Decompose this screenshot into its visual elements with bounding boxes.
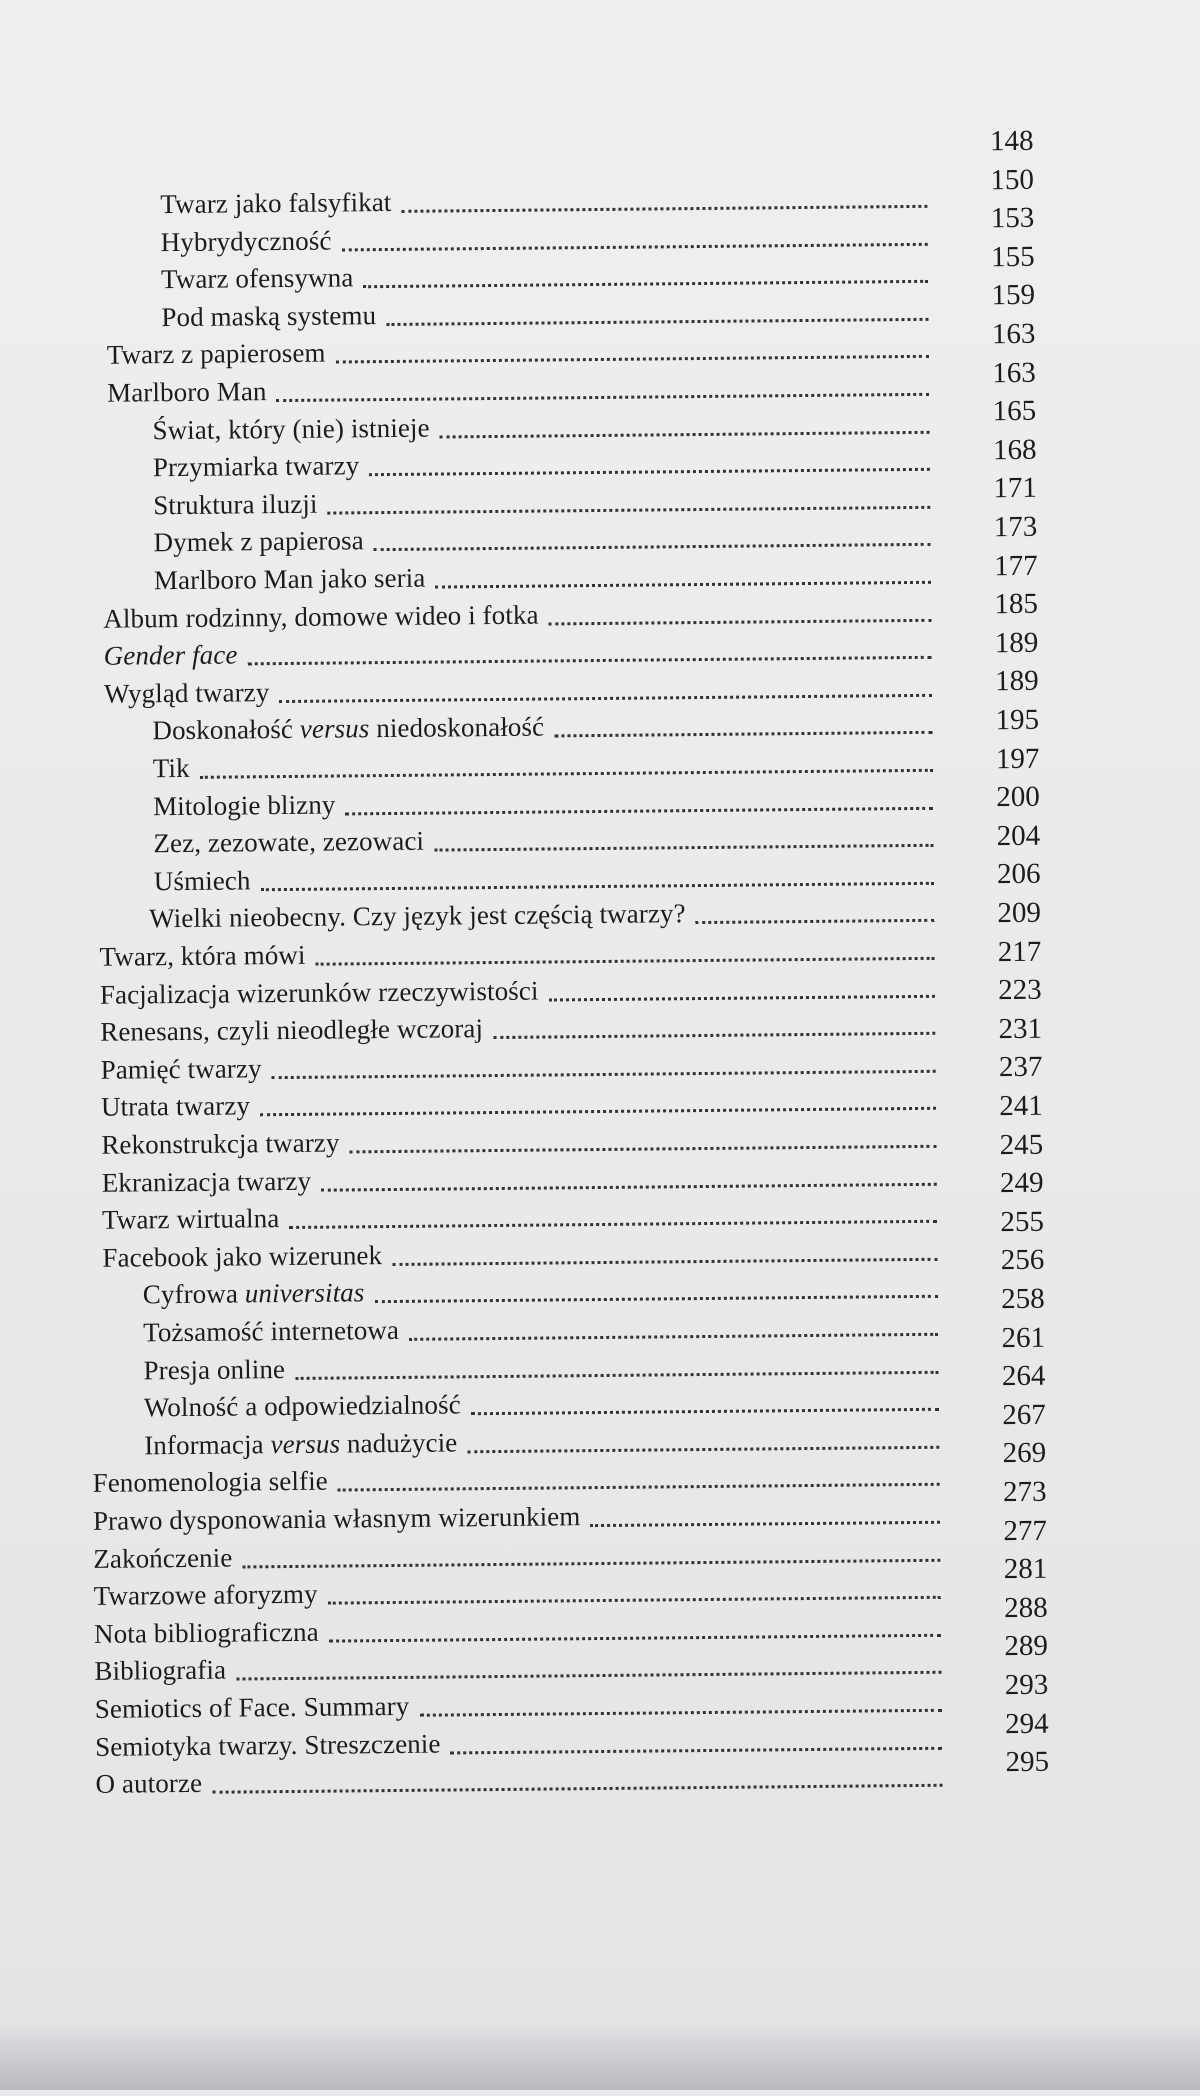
toc-title-text: Semiotyka twarzy. Streszczenie — [94, 1728, 441, 1762]
toc-title-part: Gender face — [103, 639, 238, 671]
toc-title-text: Prawo dysponowania własnym wizerunkiem — [92, 1501, 581, 1536]
toc-subsection-title — [160, 184, 391, 222]
leader-dots — [363, 280, 928, 288]
page-number: 209 — [997, 896, 1042, 930]
toc-section-title — [104, 674, 270, 712]
page-number: 185 — [994, 587, 1039, 621]
toc-title-text: Zez, zezowate, zezowaci — [153, 825, 425, 859]
leader-dots — [393, 1258, 938, 1266]
leader-dots — [695, 919, 934, 924]
toc-subsection-title — [161, 222, 332, 260]
leader-dots — [279, 694, 932, 703]
toc-title-text: Ekranizacja twarzy — [101, 1165, 312, 1198]
page-number: 197 — [995, 742, 1040, 775]
toc-subsection-title — [153, 523, 363, 561]
page-edge-shadow — [0, 2020, 1200, 2090]
leader-dots — [349, 1145, 936, 1154]
toc-section-title — [104, 637, 238, 674]
toc-subsection-title — [161, 297, 376, 335]
toc-title-text: Wolność a odpowiedzialność — [143, 1389, 461, 1423]
toc-subsection-title — [153, 447, 360, 485]
toc-title-text: Twarz z papierosem — [106, 337, 326, 371]
page-number: 255 — [1000, 1205, 1045, 1238]
page-number: 241 — [999, 1089, 1043, 1123]
toc-section-title — [94, 1576, 318, 1614]
toc-title-part: nadużycie — [339, 1427, 458, 1459]
leader-dots — [248, 656, 932, 666]
toc-section-title — [95, 1765, 202, 1802]
page-number: 277 — [1003, 1514, 1048, 1547]
toc-title-text: Struktura iluzji — [153, 488, 318, 521]
leader-dots — [450, 1746, 942, 1754]
leader-dots — [369, 468, 930, 476]
toc-title-part: Doskonałość — [152, 714, 300, 746]
page-number: 223 — [998, 973, 1042, 1007]
leader-dots — [386, 318, 928, 326]
leader-dots — [554, 731, 932, 738]
toc-title-text: Przymiarka twarzy — [152, 450, 360, 483]
leader-dots — [296, 1370, 939, 1379]
leader-dots — [345, 806, 933, 815]
leader-dots — [336, 355, 929, 364]
toc-title-text: Mitologie blizny — [152, 789, 336, 821]
toc-title-text: Wygląd twarzy — [103, 676, 270, 709]
page-number: 189 — [995, 665, 1039, 698]
leader-dots — [590, 1521, 940, 1527]
leader-dots — [401, 205, 927, 213]
leader-dots — [329, 1634, 941, 1643]
toc-title-text: Twarzowe aforyzmy — [93, 1578, 318, 1612]
page-number: 155 — [990, 240, 1035, 274]
page-number: 245 — [999, 1128, 1044, 1161]
toc-title-text: Świat, który (nie) istnieje — [152, 412, 430, 445]
toc-subsection-title — [143, 1275, 365, 1313]
toc-section-title — [93, 1539, 232, 1576]
leader-dots — [272, 1070, 936, 1079]
toc-title-part: universitas — [244, 1277, 365, 1309]
leader-dots — [440, 430, 930, 438]
toc-title-text: Tik — [152, 752, 190, 784]
leader-dots — [321, 1182, 937, 1191]
page-number: 237 — [998, 1051, 1043, 1084]
toc-title-text: Hybrydyczność — [160, 225, 332, 257]
page-number: 294 — [1005, 1707, 1049, 1740]
toc-section-title — [95, 1725, 441, 1764]
leader-dots — [289, 1220, 937, 1229]
leader-dots — [316, 957, 935, 966]
page-number: 258 — [1000, 1282, 1045, 1316]
page-number: 293 — [1004, 1668, 1049, 1702]
leader-dots — [260, 1107, 936, 1116]
toc-section-title — [100, 972, 539, 1012]
page-number: 163 — [992, 356, 1036, 389]
toc-title-text: Marlboro Man jako seria — [153, 562, 426, 596]
toc-subsection-title — [152, 709, 544, 749]
toc-section-title — [102, 1237, 382, 1276]
toc-section-title — [102, 1162, 312, 1200]
toc-title-text: Twarz jako falsyfikat — [160, 186, 392, 220]
toc-title-text: Marlboro Man — [107, 376, 267, 408]
page-number: 153 — [990, 201, 1035, 235]
toc-section-title — [94, 1614, 319, 1652]
toc-section-title — [92, 1463, 328, 1501]
toc-subsection-title — [154, 560, 426, 599]
leader-dots — [328, 1596, 941, 1605]
leader-dots — [276, 393, 929, 402]
toc-section-title — [102, 1200, 280, 1238]
page-number: 159 — [991, 279, 1036, 312]
toc-title-part: Cyfrowa — [142, 1278, 245, 1310]
page-number: 195 — [995, 703, 1040, 737]
leader-dots — [200, 769, 933, 779]
toc-subsection-title — [154, 862, 251, 899]
page-number: 177 — [993, 549, 1038, 582]
toc-subsection-title — [153, 750, 190, 786]
toc-subsection-title — [149, 896, 686, 937]
leader-dots — [420, 1709, 942, 1717]
page-number: 273 — [1002, 1475, 1047, 1509]
leader-dots — [213, 1784, 943, 1794]
toc-title-text: Twarz, która mówi — [99, 939, 306, 972]
toc-subsection-title — [152, 409, 429, 448]
toc-title-text: Rekonstrukcja twarzy — [101, 1127, 340, 1160]
toc-title-text: Zakończenie — [93, 1542, 233, 1574]
leader-dots — [493, 1032, 935, 1039]
toc-title-text: Facebook jako wizerunek — [102, 1239, 383, 1273]
toc-subsection-title — [153, 485, 318, 523]
toc-section-title — [101, 1125, 340, 1163]
toc-section-title — [93, 1498, 581, 1539]
toc-title-text: Semiotics of Face. Summary — [94, 1690, 410, 1724]
page-number: 256 — [1000, 1244, 1045, 1277]
leader-dots — [549, 994, 935, 1001]
leader-dots — [338, 1483, 940, 1492]
leader-dots — [435, 581, 931, 589]
toc-title-text: Pamięć twarzy — [100, 1053, 262, 1085]
toc-title-text: Tożsamość internetowa — [143, 1314, 400, 1348]
page-number: 261 — [1001, 1321, 1046, 1354]
page-number: 217 — [997, 935, 1042, 968]
toc-title-text: Twarz ofensywna — [160, 262, 354, 295]
leader-dots — [548, 618, 931, 625]
page-number: 288 — [1003, 1591, 1048, 1624]
toc-title-text: Nota bibliograficzna — [93, 1616, 319, 1649]
page-number: 295 — [1005, 1745, 1050, 1779]
leader-dots — [236, 1671, 941, 1681]
toc-section-title — [100, 1010, 483, 1050]
toc-title-text: Album rodzinny, domowe wideo i fotka — [103, 599, 539, 634]
toc-section-title — [95, 1688, 410, 1727]
leader-dots — [435, 844, 934, 852]
toc-title-part: versus — [270, 1428, 341, 1459]
toc-title-text: Wielki nieobecny. Czy język jest częścią twarzy? — [149, 898, 686, 934]
toc-subsection-title — [144, 1387, 461, 1426]
toc-subsection-title — [144, 1424, 457, 1463]
toc-title-text: Presja online — [143, 1353, 286, 1385]
leader-dots — [375, 1295, 938, 1303]
page-number: 281 — [1003, 1552, 1048, 1586]
toc-section-title — [107, 373, 267, 411]
page-number: 171 — [993, 472, 1038, 505]
page-number: 264 — [1001, 1359, 1046, 1393]
toc-title-text: Twarz wirtualna — [101, 1203, 280, 1235]
page-number: 249 — [999, 1166, 1044, 1200]
page-number: 168 — [992, 433, 1037, 466]
page-number: 148 — [989, 124, 1034, 158]
toc-section-title — [101, 1088, 250, 1125]
leader-dots — [261, 882, 934, 891]
toc-title-text: Fenomenologia selfie — [92, 1466, 328, 1499]
toc-subsection-title — [143, 1312, 399, 1350]
toc-subsection-title — [153, 786, 336, 824]
leader-dots — [242, 1558, 940, 1568]
page-number: 204 — [996, 819, 1041, 852]
leader-dots — [327, 506, 930, 515]
page-number: 200 — [996, 780, 1040, 814]
leader-dots — [467, 1446, 939, 1454]
page-number: 231 — [998, 1012, 1043, 1045]
toc-title-text: Facjalizacja wizerunków rzeczywistości — [99, 975, 539, 1010]
toc-subsection-title — [153, 823, 424, 862]
toc-title-part: versus — [299, 713, 370, 745]
toc-title-text: O autorze — [95, 1768, 203, 1800]
toc-section-title — [99, 937, 305, 975]
toc-title-text: Dymek z papierosa — [153, 525, 364, 558]
toc-section-title — [100, 1050, 261, 1088]
page-number: 173 — [993, 510, 1038, 544]
toc-title-text: Renesans, czyli nieodległe wczoraj — [100, 1013, 484, 1047]
page-number: 165 — [992, 394, 1037, 428]
toc-title-part: Informacja — [144, 1428, 271, 1461]
page-number: 206 — [996, 858, 1041, 891]
toc-title-text: Bibliografia — [94, 1655, 227, 1687]
page-number: 289 — [1004, 1630, 1049, 1663]
page-number: 269 — [1002, 1437, 1047, 1470]
leader-dots — [409, 1333, 938, 1341]
page-number: 267 — [1002, 1398, 1046, 1431]
toc-section-title — [103, 596, 539, 636]
page-number: 150 — [990, 163, 1035, 196]
toc-title-text: Pod maską systemu — [161, 299, 377, 332]
page-number: 163 — [991, 317, 1036, 351]
toc-title-text: Uśmiech — [153, 865, 251, 897]
page-number: 189 — [994, 626, 1039, 659]
leader-dots — [471, 1408, 939, 1415]
toc-subsection-title — [161, 260, 354, 298]
toc-title-part: niedoskonałość — [369, 711, 545, 744]
toc-subsection-title — [143, 1351, 285, 1388]
toc-title-text: Utrata twarzy — [100, 1090, 251, 1123]
toc-section-title — [107, 335, 326, 373]
leader-dots — [342, 242, 928, 251]
toc-section-title — [94, 1652, 226, 1689]
leader-dots — [374, 543, 931, 551]
